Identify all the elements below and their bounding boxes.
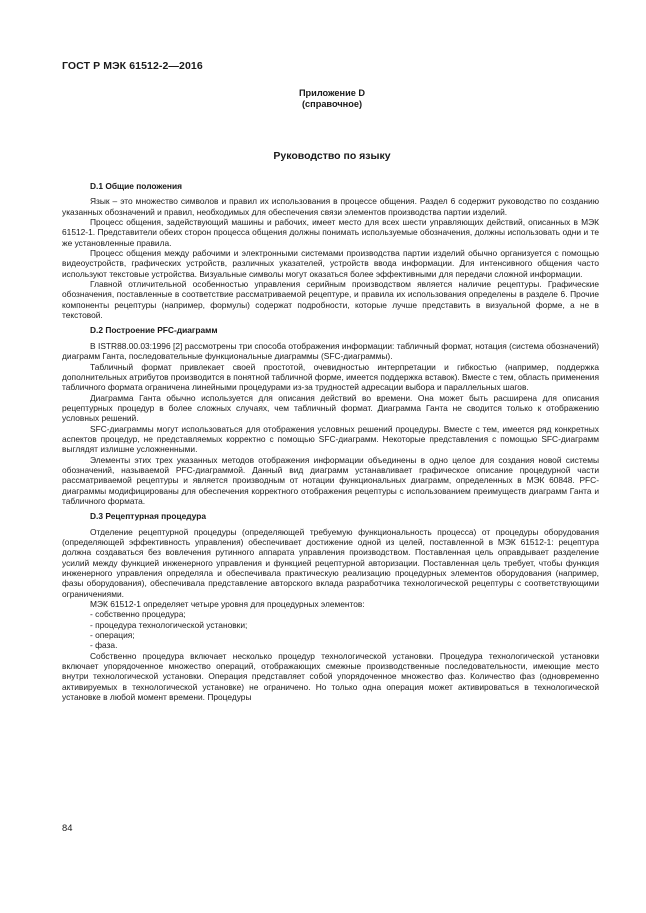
section-heading-d1: D.1 Общие положения [90, 181, 183, 191]
paragraph: Процесс общения, задействующий машины и рабочих, имеет место для всех шести управляющих действий, описанных в МЭК 61512-1. Представители обеих сторон процесса общения должны понимать используемые обозначения, должны использовать одни и те же установленные правила. [62, 217, 599, 248]
paragraph: Отделение рецептурной процедуры (определяющей требуемую функциональность процесса) от процедуры оборудования (определяющей эффективность управления) обеспечивает достижение одной из целей, поставленной в МЭК 61512-1: рецептура должна создаваться без вовлечения рутинного аппарата управления производством. Поставленная цель оправдывает разделение усилий между функцией инженерного управления и функцией рецептурной авторизации. Поставленная цель требует, чтобы функция инженерного управления определяла и обеспечивала практическую реализацию процедурных элементов оборудования (например, фазы оборудования), обеспечивала представление авторского вклада разработчика технологической рецептуры с соответствующими ограничениями. [62, 526, 599, 599]
paragraph: Собственно процедура включает несколько процедур технологической установки. Процедура технологической установки включает упорядоченное множество операций, отображающих смежные производственные последовательности, имеющие место внутри технологической установки. Операция представляет собой упорядоченное множество фаз. Количество фаз (одновременно активируемых в технологической установке) не ограничено. Но только одна операция может активироваться в технологической установке в любой момент времени. Процедуры [62, 650, 599, 703]
paragraph: Табличный формат привлекает своей простотой, очевидностью интерпретации и гибкостью (например, поддержка дополнительных атрибутов производится в понятной табличной форме, имеется поддержка вставок). Вместе с тем, область применения табличного формата ограничена линейными процедурами из-за трудностей адресации выбора и параллельных шагов. [62, 361, 599, 393]
annex-note: (справочное) [301, 99, 362, 109]
paragraph: Элементы этих трех указанных методов отображения информации объединены в одно целое для создания новой системы обозначений, называемой PFC-диаграммой. Данный вид диаграмм устанавливает графическое описание процедурной части рассматриваемой рецептуры и является производным от нотации функциональных диаграмм, определенных в МЭК 60848. PFC-диаграммы модифицированы для обеспечения корректного отображения рецептуры с использованием преимуществ диаграмм Ганта и табличного формата. [62, 454, 599, 506]
list-item: - операция; [90, 630, 135, 641]
list-item: - собственно процедура; [90, 609, 186, 620]
paragraph: Главной отличительной особенностью управления серийным производством является наличие рецептуры. Графические обозначения, поставленные в соответствие рассматриваемой рецептуре, и правила их использования определены в разделе 6. Прочие компоненты рецептуры (например, формулы) содержат подробности, которые лучше представить в визуальной форме, а не в текстовой. [62, 279, 599, 321]
list-item: - процедура технологической установки; [90, 619, 248, 630]
page-number: 84 [62, 822, 73, 833]
page-header-standard: ГОСТ Р МЭК 61512-2—2016 [62, 60, 203, 72]
list-item: - фаза. [90, 640, 118, 651]
section-heading-d3: D.3 Рецептурная процедура [90, 511, 206, 522]
paragraph: Процесс общения между рабочими и электронными системами производства партии изделий обычно организуется с помощью видеоустройств, графических устройств, различных указателей, устройств ввода информации. Для интенсивного общения часто используют текстовые устройства. Визуальные символы могут оказаться более эффективными для передачи сложной информации. [62, 248, 599, 279]
document-title: Руководство по языку [273, 150, 391, 162]
annex-heading [0, 88, 646, 110]
paragraph: Язык – это множество символов и правил их использования в процессе общения. Раздел 6 содержит руководство по созданию указанных обозначений и правил, необходимых для обеспечения связи элементов производства партии изделий. [62, 196, 599, 217]
paragraph: SFC-диаграммы могут использоваться для отображения условных решений процедуры. Вместе с тем, имеется ряд конкретных аспектов процедур, не представляемых корректно с помощью SFC-диаграмм. Некоторые представления с помощью SFC-диаграмм выглядят излишне усложненными. [62, 423, 599, 455]
document-body [62, 181, 599, 703]
paragraph: В ISTR88.00.03:1996 [2] рассмотрены три способа отображения информации: табличный формат, нотация (система обозначений) диаграмм Ганта, последовательные функциональные диаграммы (SFC-диаграммы). [62, 340, 599, 362]
annex-title: Приложение D [298, 88, 366, 98]
paragraph: МЭК 61512-1 определяет четыре уровня для процедурных элементов: [90, 599, 365, 610]
section-heading-d2: D.2 Построение PFC-диаграмм [90, 325, 218, 336]
paragraph: Диаграмма Ганта обычно используется для описания действий во времени. Она может быть расширена для описания рецептурных процедур в более сложных случаях, чем табличный формат. Диаграмма Ганта не сводится только к отображению условных решений. [62, 392, 599, 424]
